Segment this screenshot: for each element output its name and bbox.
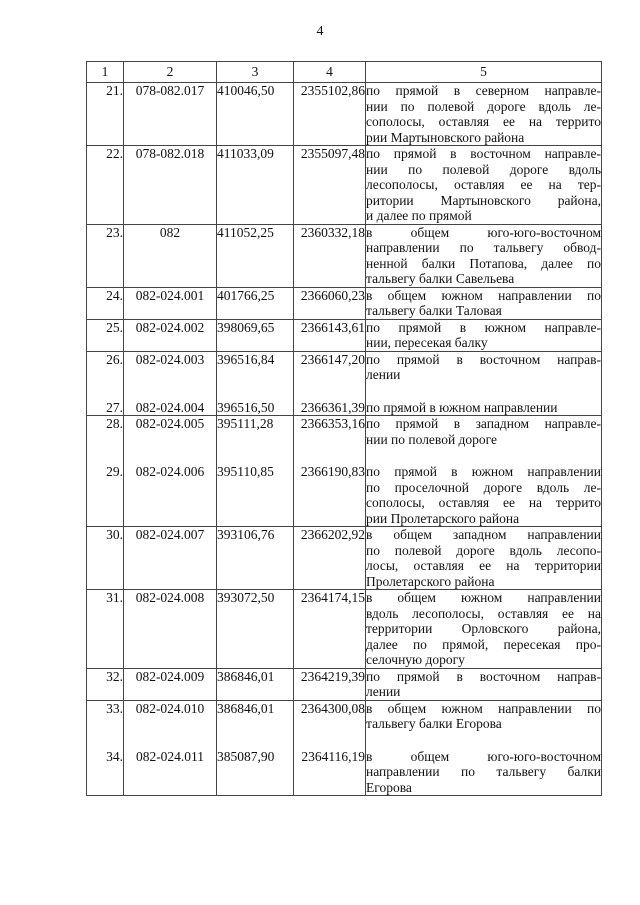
point-code: 082-024.006 bbox=[135, 464, 205, 479]
coordinate-x: 386846,01 bbox=[217, 668, 275, 684]
description-line: сополосы, оставляя ее на террито bbox=[366, 114, 601, 129]
description-line: лении bbox=[366, 684, 401, 699]
description-line: в общем южном направлении по bbox=[366, 287, 601, 303]
boundary-description bbox=[366, 288, 601, 319]
description-line: нии по полевой дороге bbox=[366, 431, 498, 447]
description-line: по прямой в западном направле- bbox=[366, 416, 601, 431]
row-number: 30. bbox=[106, 527, 123, 542]
boundary-description bbox=[366, 400, 601, 416]
row-number: 28. bbox=[106, 416, 123, 431]
row-number-cell bbox=[87, 668, 124, 700]
table-body bbox=[87, 83, 602, 796]
row-number-cell bbox=[87, 416, 124, 527]
coordinate-y: 2366143,61 bbox=[300, 319, 365, 335]
point-code: 082-024.005 bbox=[135, 416, 205, 431]
boundary-description bbox=[366, 527, 601, 589]
coordinate-y: 2364300,08 bbox=[300, 700, 365, 716]
table-row bbox=[87, 287, 602, 319]
boundary-description-cell bbox=[366, 146, 602, 225]
description-line: по полевой дороге вдоль лесопо- bbox=[366, 542, 601, 558]
row-number-cell bbox=[87, 224, 124, 287]
description-line: по прямой в восточном направ- bbox=[366, 351, 601, 367]
row-number-cell bbox=[87, 351, 124, 416]
description-line: по прямой в южном направле- bbox=[366, 319, 601, 335]
coordinate-y: 2355097,48 bbox=[300, 146, 365, 161]
table-row bbox=[87, 146, 602, 225]
description-line: вдоль лесополосы, оставляя ее на bbox=[366, 605, 601, 621]
point-code-cell bbox=[124, 146, 217, 225]
description-line: направлении по тальвегу обвод- bbox=[366, 240, 601, 255]
coordinate-x: 395110,85 bbox=[217, 464, 274, 479]
coordinate-x-cell bbox=[217, 700, 294, 796]
point-code: 078-082.017 bbox=[135, 83, 205, 98]
coordinate-y-cell bbox=[294, 146, 366, 225]
boundary-description-cell bbox=[366, 527, 602, 590]
description-line: направлении по тальвегу балки bbox=[366, 764, 601, 779]
boundary-description bbox=[366, 83, 601, 145]
boundary-description-cell bbox=[366, 668, 602, 700]
coordinate-x-cell bbox=[217, 224, 294, 287]
point-code-cell bbox=[124, 590, 217, 669]
coordinate-x: 396516,84 bbox=[217, 351, 275, 367]
row-number: 33. bbox=[106, 700, 123, 716]
coordinate-x-cell bbox=[217, 319, 294, 351]
row-number-cell bbox=[87, 590, 124, 669]
description-line: тальвегу балки Таловая bbox=[366, 303, 502, 318]
row-number: 23. bbox=[106, 224, 123, 240]
coordinate-x: 401766,25 bbox=[217, 287, 275, 303]
coordinate-x: 396516,50 bbox=[217, 399, 275, 415]
point-code-cell bbox=[124, 527, 217, 590]
table-row bbox=[87, 224, 602, 287]
point-code-cell bbox=[124, 416, 217, 527]
boundary-description-cell bbox=[366, 224, 602, 287]
row-number: 34. bbox=[106, 748, 123, 764]
point-code: 082-024.007 bbox=[135, 527, 205, 542]
boundary-description bbox=[366, 225, 601, 287]
coordinate-y-cell bbox=[294, 224, 366, 287]
coordinate-y: 2364116,19 bbox=[301, 748, 365, 764]
row-number: 29. bbox=[106, 464, 123, 479]
coordinate-y: 2366361,39 bbox=[300, 399, 365, 415]
description-line: в общем юго-юго-восточном bbox=[366, 224, 601, 240]
point-code: 082-024.008 bbox=[135, 590, 205, 605]
point-code: 082-024.010 bbox=[135, 700, 205, 716]
description-line: рии Пролетарского района bbox=[366, 510, 520, 526]
row-number: 22. bbox=[106, 146, 123, 161]
boundary-description bbox=[366, 590, 601, 668]
description-line: в общем западном направлении bbox=[366, 527, 601, 542]
table-row bbox=[87, 319, 602, 351]
boundary-description-cell bbox=[366, 590, 602, 669]
row-number-cell bbox=[87, 287, 124, 319]
point-code: 082-024.003 bbox=[135, 351, 205, 367]
coordinate-y-cell bbox=[294, 590, 366, 669]
header-col-1: 1 bbox=[87, 62, 124, 83]
coordinate-y: 2366147,20 bbox=[300, 351, 365, 367]
coordinate-y: 2366190,83 bbox=[300, 464, 365, 479]
description-line: нии, пересекая балку bbox=[366, 335, 488, 350]
boundary-description-cell bbox=[366, 287, 602, 319]
boundary-description bbox=[366, 669, 601, 700]
description-line: Пролетарского района bbox=[366, 573, 495, 589]
coordinate-x: 385087,90 bbox=[217, 748, 275, 764]
coordinate-y-cell bbox=[294, 351, 366, 416]
coordinate-y-cell bbox=[294, 527, 366, 590]
boundary-description-cell bbox=[366, 351, 602, 416]
boundary-description bbox=[366, 416, 601, 447]
point-code: 082-024.011 bbox=[135, 748, 205, 764]
table-row bbox=[87, 416, 602, 527]
coordinate-x: 395111,28 bbox=[217, 416, 274, 431]
coordinate-y-cell bbox=[294, 319, 366, 351]
table-row bbox=[87, 351, 602, 416]
coordinate-x-cell bbox=[217, 146, 294, 225]
header-col-5: 5 bbox=[366, 62, 602, 83]
coordinate-y: 2366202,92 bbox=[300, 527, 365, 542]
coordinate-x: 411052,25 bbox=[217, 224, 274, 240]
page-number: 4 bbox=[316, 24, 324, 39]
row-number-cell bbox=[87, 319, 124, 351]
description-line: нии по полевой дороге вдоль ле- bbox=[366, 98, 601, 114]
row-number: 24. bbox=[106, 287, 123, 303]
description-line: нии по полевой дороге вдоль bbox=[366, 161, 601, 177]
coordinate-y: 2364219,39 bbox=[300, 668, 365, 684]
description-line: селочную дорогу bbox=[366, 652, 465, 667]
coordinate-x: 386846,01 bbox=[217, 700, 275, 716]
table-row bbox=[87, 668, 602, 700]
point-code: 078-082.018 bbox=[135, 146, 205, 161]
point-code-cell bbox=[124, 319, 217, 351]
row-number-cell bbox=[87, 527, 124, 590]
coordinate-x-cell bbox=[217, 287, 294, 319]
row-number: 26. bbox=[106, 351, 123, 367]
coordinate-x: 393072,50 bbox=[217, 590, 275, 605]
description-line: в общем юго-юго-восточном bbox=[366, 748, 601, 764]
point-code: 082-024.001 bbox=[135, 287, 205, 303]
boundary-description-cell bbox=[366, 319, 602, 351]
description-line: по прямой в южном направлении bbox=[366, 399, 558, 415]
point-code-cell bbox=[124, 351, 217, 416]
row-number: 32. bbox=[106, 668, 123, 684]
coordinate-y: 2360332,18 bbox=[300, 224, 365, 240]
coordinate-y-cell bbox=[294, 287, 366, 319]
point-code-cell bbox=[124, 83, 217, 146]
boundary-description-cell bbox=[366, 83, 602, 146]
coordinate-y-cell bbox=[294, 700, 366, 796]
point-code-cell bbox=[124, 668, 217, 700]
description-line: по прямой в восточном направ- bbox=[366, 668, 601, 684]
row-number-cell bbox=[87, 700, 124, 796]
row-number: 21. bbox=[106, 83, 123, 98]
description-line: по прямой в восточном направле- bbox=[366, 146, 601, 161]
coordinate-y-cell bbox=[294, 668, 366, 700]
description-line: территории Орловского района, bbox=[366, 621, 601, 636]
coordinate-x: 410046,50 bbox=[217, 83, 275, 98]
coordinate-x: 398069,65 bbox=[217, 319, 275, 335]
description-line: по проселочной дороге вдоль ле- bbox=[366, 479, 601, 495]
description-line: лении bbox=[366, 367, 401, 382]
boundary-description-cell bbox=[366, 700, 602, 796]
description-line: ритории Мартыновского района, bbox=[366, 192, 601, 208]
boundary-description bbox=[366, 749, 601, 796]
coordinate-x-cell bbox=[217, 590, 294, 669]
coordinate-x-cell bbox=[217, 527, 294, 590]
table-row bbox=[87, 527, 602, 590]
header-col-4: 4 bbox=[294, 62, 366, 83]
boundary-description bbox=[366, 352, 601, 383]
boundary-description bbox=[366, 701, 601, 732]
coordinate-y: 2364174,15 bbox=[300, 590, 365, 605]
coordinate-x: 393106,76 bbox=[217, 527, 275, 542]
description-line: тальвегу балки Егорова bbox=[366, 716, 502, 731]
description-line: в общем южном направлении bbox=[366, 590, 601, 605]
boundary-description bbox=[366, 320, 601, 351]
point-code: 082-024.009 bbox=[135, 668, 205, 684]
boundary-description-cell bbox=[366, 416, 602, 527]
row-number-cell bbox=[87, 146, 124, 225]
description-line: ненной балки Потапова, далее по bbox=[366, 255, 601, 271]
row-number: 25. bbox=[106, 319, 123, 335]
description-line: по прямой в северном направле- bbox=[366, 83, 601, 98]
boundary-table bbox=[86, 61, 602, 796]
point-code-cell bbox=[124, 700, 217, 796]
row-number: 31. bbox=[106, 590, 123, 605]
coordinate-y: 2355102,86 bbox=[300, 83, 365, 98]
row-number: 27. bbox=[106, 399, 123, 415]
description-line: Егорова bbox=[366, 779, 412, 795]
description-line: далее по прямой, пересекая про- bbox=[366, 636, 601, 652]
table-header-row bbox=[87, 62, 602, 83]
coordinate-y: 2366353,16 bbox=[300, 416, 365, 431]
description-line: по прямой в южном направлении bbox=[366, 464, 601, 479]
header-col-3: 3 bbox=[217, 62, 294, 83]
point-code: 082-024.004 bbox=[135, 399, 205, 415]
header-col-2: 2 bbox=[124, 62, 217, 83]
description-line: тальвегу балки Савельева bbox=[366, 271, 515, 286]
coordinate-x-cell bbox=[217, 83, 294, 146]
coordinate-x-cell bbox=[217, 416, 294, 527]
boundary-description bbox=[366, 464, 601, 526]
table-row bbox=[87, 83, 602, 146]
table-row bbox=[87, 700, 602, 796]
description-line: лосы, оставляя ее на территории bbox=[366, 558, 601, 573]
coordinate-y: 2366060,23 bbox=[300, 287, 365, 303]
description-line: рии Мартыновского района bbox=[366, 129, 525, 145]
point-code: 082-024.002 bbox=[135, 319, 205, 335]
table-row bbox=[87, 590, 602, 669]
description-line: лесополосы, оставляя ее на тер- bbox=[366, 177, 601, 192]
row-number-cell bbox=[87, 83, 124, 146]
description-line: в общем южном направлении по bbox=[366, 700, 601, 716]
description-line: сополосы, оставляя ее на террито bbox=[366, 495, 601, 510]
coordinate-y-cell bbox=[294, 83, 366, 146]
coordinate-x-cell bbox=[217, 668, 294, 700]
coordinate-x-cell bbox=[217, 351, 294, 416]
point-code-cell bbox=[124, 224, 217, 287]
description-line: и далее по прямой bbox=[366, 208, 472, 223]
coordinate-x: 411033,09 bbox=[217, 146, 274, 161]
point-code: 082 bbox=[159, 224, 181, 240]
boundary-description bbox=[366, 146, 601, 224]
coordinate-y-cell bbox=[294, 416, 366, 527]
point-code-cell bbox=[124, 287, 217, 319]
